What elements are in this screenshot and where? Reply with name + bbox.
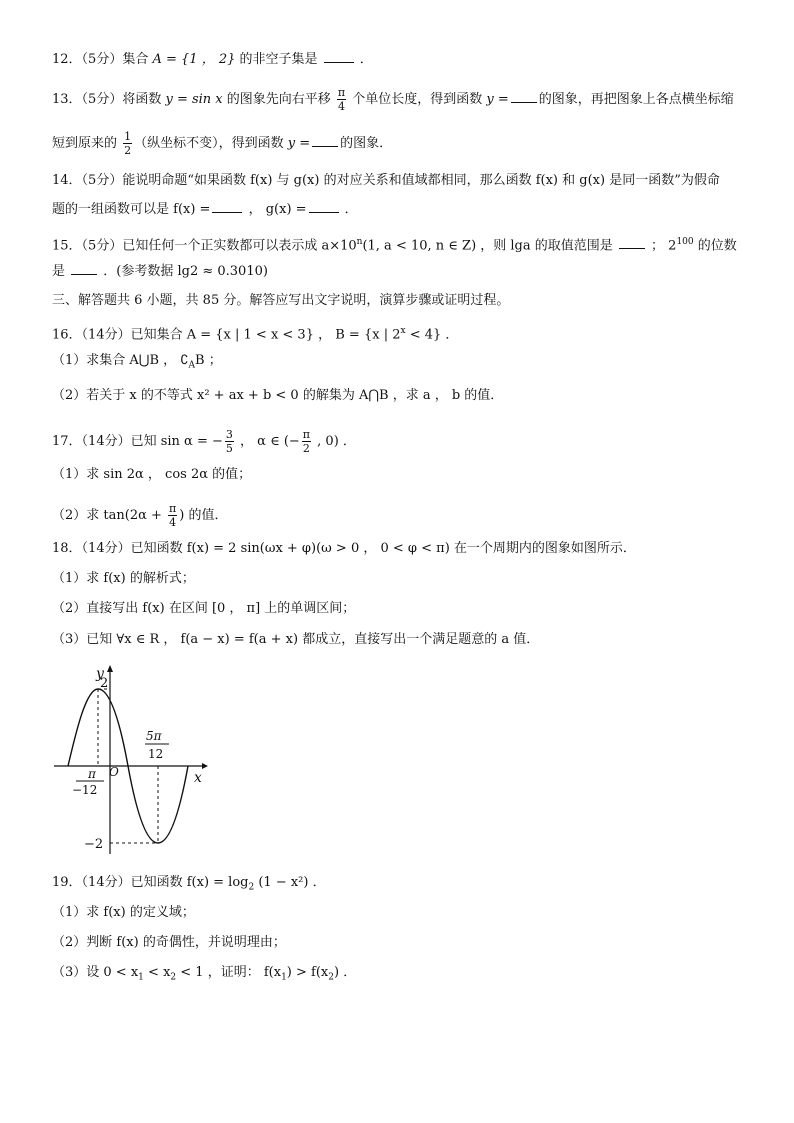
question-number: 18．（14分） [52,541,131,556]
fraction: $\frac{3}{5}$ [225,428,233,455]
question-number: 13．（5分） [52,92,123,107]
fraction: $\frac{\pi}{2}$ [302,428,311,455]
question-19-part2: （2）判断 f(x) 的奇偶性，并说明理由； [52,935,286,950]
question-16-part1: （1）求集合 A⋃B ， $∁_AB$ ； [52,353,222,371]
answer-blank [511,90,537,103]
question-13: 13．（5分）将函数 y = sin x 的图象先向右平移 $\frac{\pi}{4}$ 个单位长度，得到函数 y = 的图象，再把图象上各点横坐标缩 [52,86,734,113]
question-18: 18．（14分）已知函数 f(x) = 2 sin(ωx + φ)(ω > 0 ， 0 < φ < π) 在一个周期内的图象如图所示． [52,541,636,556]
question-19-part3: （3）设 $0 < x_1 < x_2 < 1$ ，证明： $f(x_1) > f(x_2)$ ． [52,965,357,983]
sine-graph [50,662,220,862]
answer-blank [309,200,339,213]
y-axis-arrow [107,665,113,672]
question-18-part1: （1）求 f(x) 的解析式； [52,571,195,586]
question-15-line2: 是 ．(参考数据 lg2 ≈ 0.3010) [52,264,268,279]
trough-label-num: 5π [146,729,162,743]
question-15: 15．（5分）已知任何一个正实数都可以表示成 $a\times 10^n(1$, a < 10, n ∈ Z) ，则 lga 的取值范围是 ； $2^{100}$ 的位数 [52,237,737,254]
question-18-part3: （3）已知 ∀x ∈ R ， f(a − x) = f(a + x) 都成立，直接写出一个满足题意的 a 值． [52,632,540,647]
question-number: 12．（5分） [52,52,123,67]
question-13-line2: 短到原来的 $\frac{1}{2}$ （纵坐标不变），得到函数 y = 的图象． [52,130,393,157]
question-19: 19．（14分）已知函数 $f(x) = \log_2 (1 - x^2)$ ． [52,875,326,893]
question-number: 17．（14分） [52,434,131,449]
peak-label-den: −12 [72,783,98,797]
answer-blank [71,262,97,275]
trough-label-den: 12 [148,747,164,761]
answer-blank [619,236,645,249]
question-17-part1: （1）求 sin 2α ， cos 2α 的值； [52,467,252,482]
fraction: $\frac{1}{2}$ [124,130,132,157]
question-number: 14．（5分） [52,173,123,188]
question-number: 15．（5分） [52,238,123,254]
y-axis-label: y [96,666,104,682]
question-14: 14．（5分）能说明命题“如果函数 f(x) 与 g(x) 的对应关系和值域都相同，那么函数 f(x) 和 g(x) 是同一函数”为假命 [52,173,720,188]
answer-blank [312,134,338,147]
question-16-part2: （2）若关于 x 的不等式 x² + ax + b < 0 的解集为 A⋂B ，求 a ， b 的值． [52,388,504,403]
question-18-part2: （2）直接写出 f(x) 在区间 [0 ， π] 上的单调区间； [52,601,356,616]
peak-label-num: π [88,767,96,781]
origin-label: O [109,765,119,779]
question-14-line2: 题的一组函数可以是 f(x) = ， g(x) = ． [52,202,358,217]
question-number: 19．（14分） [52,875,131,890]
question-19-part1: （1）求 f(x) 的定义域； [52,905,195,920]
question-16: 16．（14分）已知集合 A = {x | 1 < x < 3} ， B = {x | $2^x < 4$} ． [52,326,459,343]
x-axis-label: x [194,770,202,786]
fraction: $\frac{\pi}{4}$ [169,502,177,529]
question-17-part2: （2）求 tan(2α + $\frac{\pi}{4}$ ) 的值． [52,502,228,529]
max-label: 2 [100,676,109,691]
x-axis-arrow [202,763,208,769]
answer-blank [212,200,242,213]
question-12: 12．（5分）集合 A = {1 ， 2} 的非空子集是 ． [52,52,373,67]
section-heading: 三、解答题共 6 小题，共 85 分。解答应写出文字说明，演算步骤或证明过程。 [52,293,510,308]
answer-blank [324,50,354,63]
fraction: $\frac{\pi}{4}$ [337,86,346,113]
question-number: 16．（14分） [52,327,131,343]
min-label: −2 [84,837,104,852]
question-17: 17．（14分）已知 sin α = − $\frac{3}{5}$ ， α ∈ (− $\frac{\pi}{2}$ , 0) ． [52,428,356,455]
